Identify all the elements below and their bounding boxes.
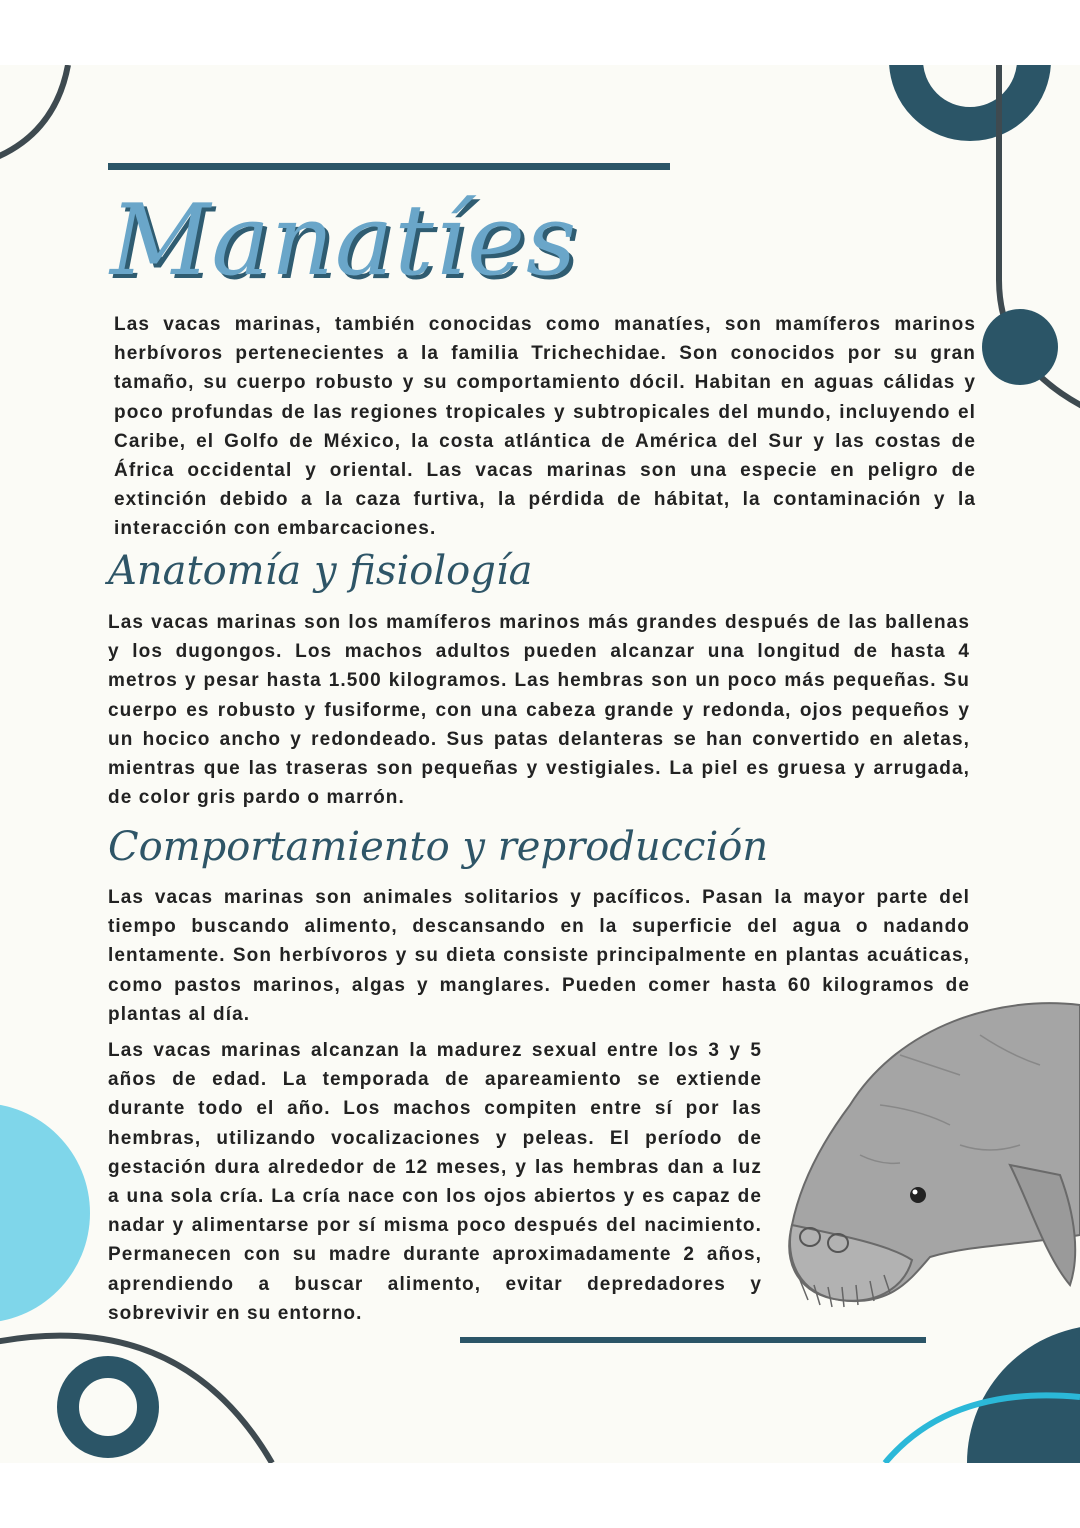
behavior-paragraph: Las vacas marinas son animales solitarios y pacíficos. Pasan la mayor parte del tiempo buscando alimento, descansando en la superficie del agua o nadando lentamente. Son herbívoros y su dieta consiste principalmente en plantas acuáticas, como pastos marinos, algas y manglares. Pueden comer hasta 60 kilogramos de plantas al día. [108,887,970,1025]
section-heading-anatomy: Anatomía y fisiología [108,548,533,594]
page-title: Manatíes [110,184,578,298]
section-heading-behavior: Comportamiento y reproducción [108,824,769,870]
bottom-left-ring [68,1367,148,1447]
anatomy-paragraph: Las vacas marinas son los mamíferos marinos más grandes después de las ballenas y los dugongos. Los machos adultos pueden alcanzar una longitud de hasta 4 metros y pesar hasta 1.500 kilogramos. Las hembras son un poco más pequeñas. Su cuerpo es robusto y fusiforme, con una cabeza grande y redonda, ojos pequeños y un hocico ancho y redondeado. Sus patas delanteras se han convertido en aletas, mientras que las traseras son pequeñas y vestigiales. La piel es gruesa y arrugada, de color gris pardo o marrón. [108,612,970,809]
top-left-arc [0,65,68,160]
reproduction-paragraph: Las vacas marinas alcanzan la madurez sexual entre los 3 y 5 años de edad. La temporada de apareamiento se extiende durante todo el año. Los machos compiten entre sí por las hembras, utilizando vocalizaciones y peleas. El período de gestación dura alrededor de 12 meses, y las hembras dan a luz a una sola cría. La cría nace con los ojos abiertos y es capaz de nadar y alimentarse por sí misma poco después del nacimiento. Permanecen con su madre durante aproximadamente 2 años, aprendiendo a buscar alimento, evitar depredadores y sobrevivir en su entorno. [108,1040,762,1324]
left-cyan-circle [0,1103,90,1323]
manatee-illustration [780,995,1080,1315]
bottom-rule [460,1337,926,1343]
top-rule [108,163,670,170]
manatee-eye [910,1187,926,1203]
top-right-dot [982,309,1058,385]
document-page [0,65,1080,1463]
top-right-ring [906,65,1034,124]
intro-paragraph: Las vacas marinas, también conocidas como manatíes, son mamíferos marinos herbívoros pertenecientes a la familia Trichechidae. Son conocidos por su gran tamaño, su cuerpo robusto y su comportamiento dócil. Habitan en aguas cálidas y poco profundas de las regiones tropicales y subtropicales del mundo, incluyendo el Caribe, el Golfo de México, la costa atlántica de América del Sur y las costas de África occidental y oriental. Las vacas marinas son una especie en peligro de extinción debido a la caza furtiva, la pérdida de hábitat, la contaminación y la interacción con embarcaciones. [114,314,976,540]
